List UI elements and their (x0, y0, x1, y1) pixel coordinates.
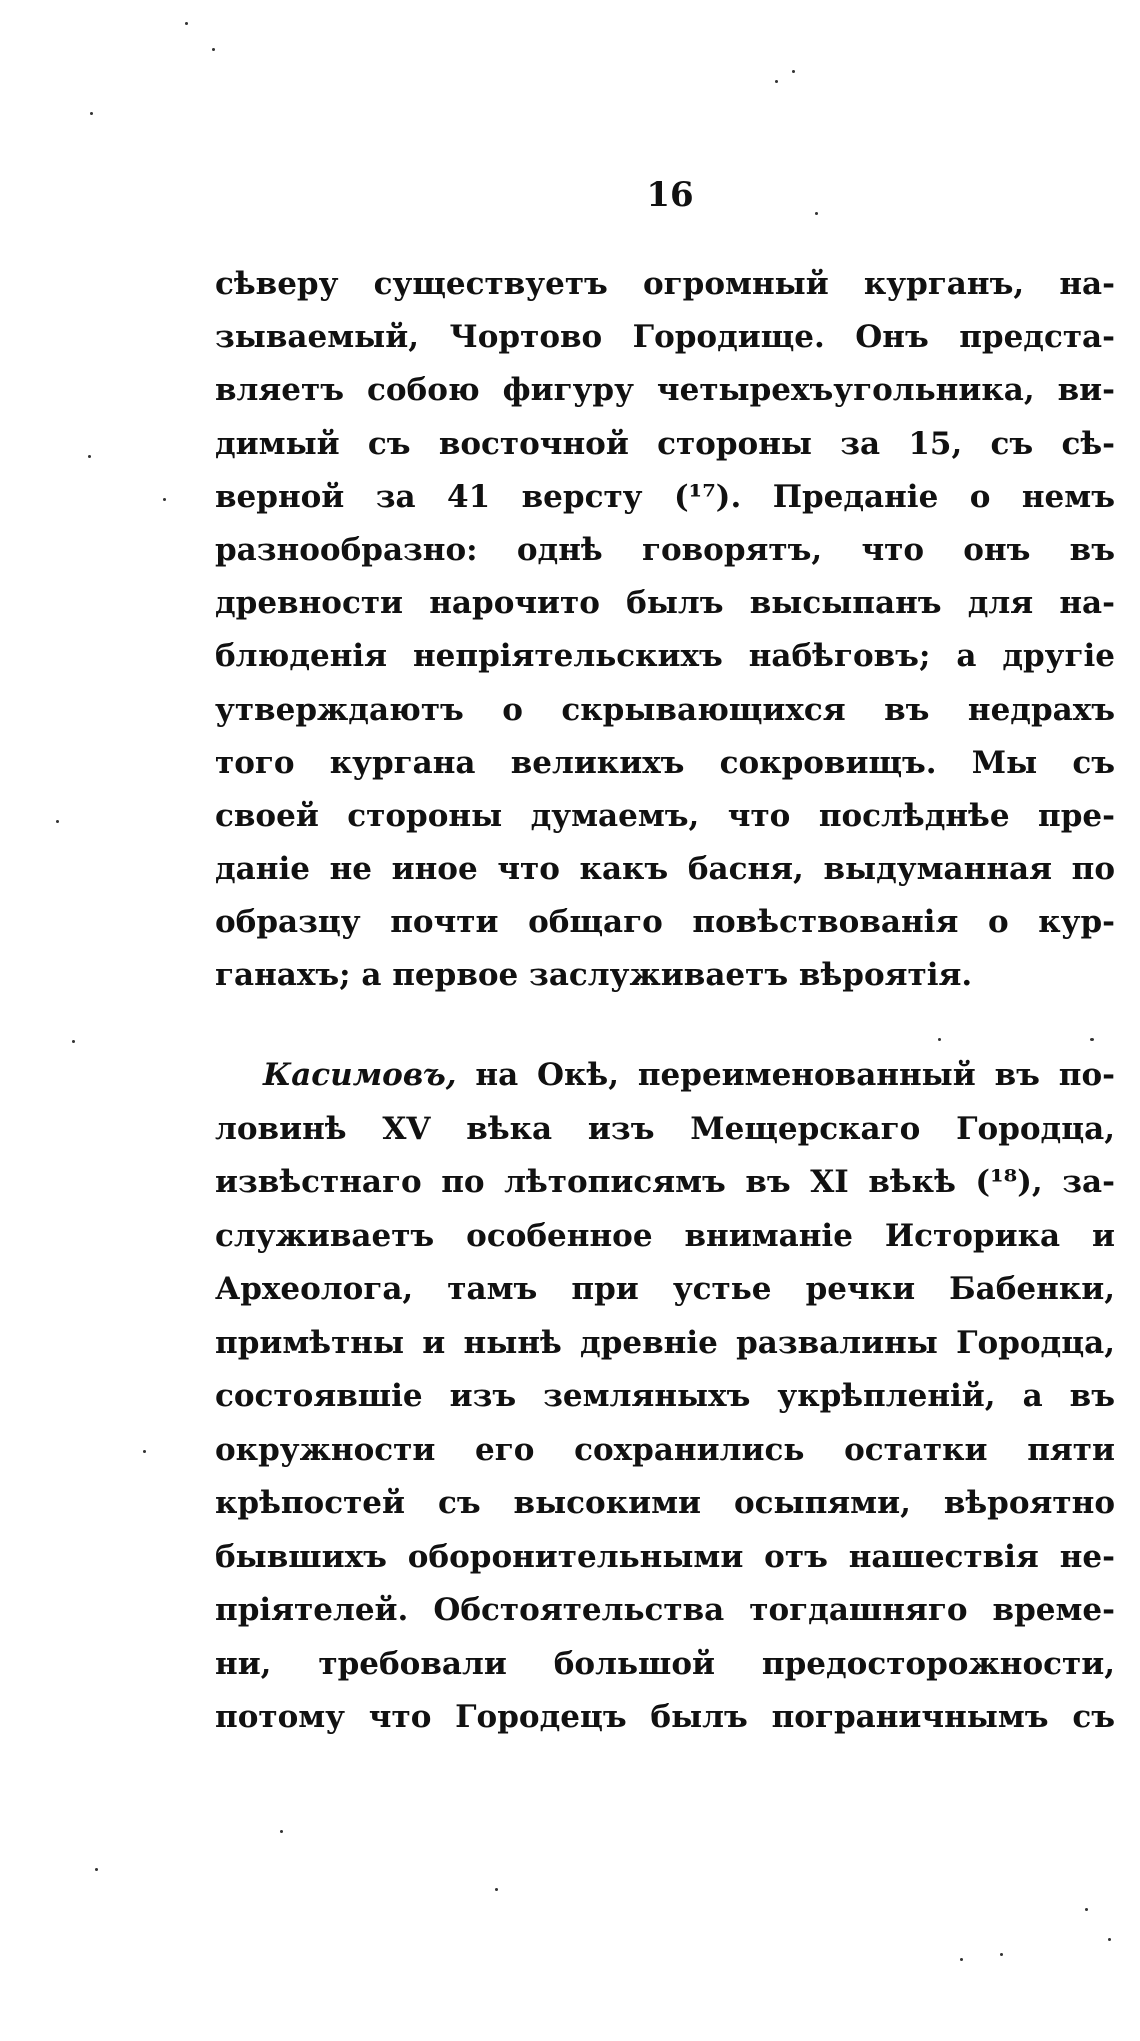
paragraph-2 (215, 1049, 1115, 1745)
text-line: древности нарочито былъ высыпанъ для на- (215, 585, 1115, 622)
text-line: бывшихъ оборонительными отъ нашествія не- (215, 1538, 1115, 1575)
print-speck (960, 1958, 963, 1961)
text-line: служиваетъ особенное вниманіе Историка и (215, 1217, 1115, 1254)
print-speck (90, 112, 93, 115)
text-line: Археолога, тамъ при устье речки Бабенки, (215, 1271, 1115, 1307)
print-speck (163, 498, 166, 501)
print-speck (143, 1450, 146, 1453)
text-line: вляетъ собою фигуру четырехъугольника, ви- (215, 372, 1115, 409)
text-line: пріятелей. Обстоятельства тогдашняго време- (215, 1592, 1115, 1628)
text-line: ганахъ; а первое заслуживаетъ вѣроятія. (215, 957, 973, 994)
place-name-italic: Касимовъ, (263, 1057, 457, 1093)
text-line: образцу почти общаго повѣствованія о кур- (215, 904, 1115, 941)
text-line: даніе не иное что какъ басня, выдуманная по (215, 851, 1115, 888)
print-speck (280, 1830, 283, 1833)
print-speck (775, 80, 778, 83)
text-line: утверждаютъ о скрывающихся въ недрахъ (215, 691, 1115, 728)
print-speck (56, 820, 59, 823)
print-speck (185, 22, 188, 25)
paragraph-1 (215, 258, 1115, 1003)
text-line: потому что Городецъ былъ пограничнымъ съ (215, 1699, 1115, 1735)
print-speck (1108, 1938, 1111, 1941)
text-line: своей стороны думаемъ, что послѣднѣе пре- (215, 797, 1115, 834)
text-line: верной за 41 версту (¹⁷). Преданіе о немъ (215, 478, 1115, 515)
text-line: ловинѣ XV вѣка изъ Мещерскаго Городца, (215, 1110, 1115, 1147)
text-line: того кургана великихъ сокровищъ. Мы съ (215, 744, 1115, 781)
print-speck (792, 70, 795, 73)
print-speck (212, 48, 215, 51)
text-line-first (215, 1049, 1115, 1103)
text-line: извѣстнаго по лѣтописямъ въ XI вѣкѣ (¹⁸), за- (215, 1164, 1115, 1200)
print-speck (1090, 1038, 1094, 1041)
text-line: зываемый, Чортово Городище. Онъ предста- (215, 319, 1115, 356)
text-line: димый съ восточной стороны за 15, съ сѣ- (215, 425, 1115, 462)
print-speck (495, 1888, 498, 1891)
text-line: состоявшіе изъ земляныхъ укрѣпленій, а въ (215, 1378, 1115, 1414)
text-line: крѣпостей съ высокими осыпями, вѣроятно (215, 1485, 1115, 1521)
print-speck (1000, 1953, 1003, 1956)
first-line-text: на Окѣ, переименованный въ по- (475, 1057, 1115, 1093)
text-line: сѣверу существуетъ огромный курганъ, на- (215, 266, 1115, 302)
print-speck (72, 1040, 75, 1043)
print-speck (938, 1038, 941, 1041)
text-line: ни, требовали большой предосторожности, (215, 1645, 1115, 1682)
print-speck (1085, 1908, 1088, 1911)
print-speck (88, 455, 91, 458)
print-speck (815, 212, 818, 215)
text-line: примѣтны и нынѣ древніе развалины Городца, (215, 1324, 1115, 1361)
text-line: окружности его сохранились остатки пяти (215, 1431, 1115, 1468)
text-line: разнообразно: однѣ говорятъ, что онъ въ (215, 531, 1115, 568)
page-number: 16 (646, 175, 694, 215)
text-line: блюденія непріятельскихъ набѣговъ; а другіе (215, 638, 1115, 675)
print-speck (95, 1868, 98, 1871)
